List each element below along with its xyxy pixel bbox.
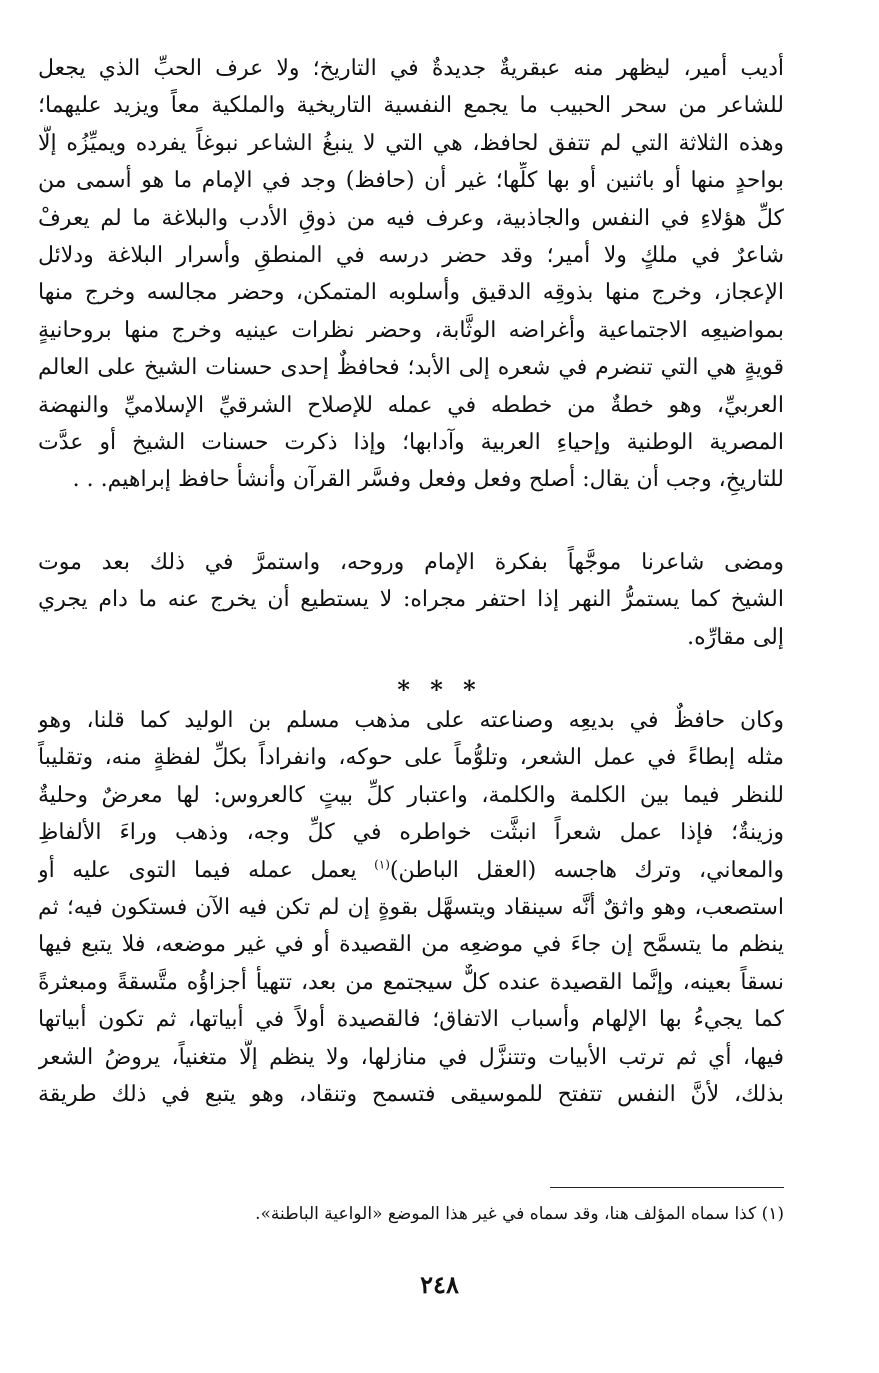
text-line: ينظم ما يتسمَّح إن جاءَ في موضعِه من القصيدة أو في غير موضعه، فلا يتبع فيها [38,932,784,958]
text-segment: والمعاني، وترك هاجسه (العقل الباطن) [389,857,784,883]
text-line: وكان حافظٌ في بديعِه وصناعته على مذهب مسلم بن الوليد كما قلنا، وهو [38,708,784,733]
text-line: بواحدٍ منها أو باثنين أو بها كلِّها؛ غير أن (حافظ) وجد في الإمام ما هو أسمى من [38,168,784,194]
text-line: إلى مقارِّه. [687,624,784,650]
text-line: بذلك، لأنَّ النفس تتفتح للموسيقى فتسمح وتنقاد، وهو يتبع في ذلك طريقة [38,1082,784,1108]
text-line: فيها، أي ثم ترتب الأبيات وتتنزَّل في منازلها، ولا ينظم إلَّا متغنياً، يروضُ الشعر [38,1044,784,1070]
text-line: للنظر فيما بين الكلمة والكلمة، واعتبار كلِّ بيتٍ كالعروس: لها معرضٌ وحليةٌ [38,782,784,808]
text-line: نسقاً بعينه، وإنَّما القصيدة عنده كلٌّ سيجتمع من بعد، تتهيأ أجزاؤُه متَّسقةً ومبعثرةً [38,969,784,995]
text-line: بمواضيعِه الاجتماعية وأغراضه الوثَّابة، وحضر نظرات عينيه وخرج منها بروحانيةٍ [38,317,784,343]
section-separator: * * * [397,675,482,704]
text-line: كما يجيءُ بها الإلهام وأسباب الاتفاق؛ فالقصيدة أولاً في أبياتها، ثم تكون أبياتها [38,1007,784,1033]
text-line: المصرية الوطنية وإحياءِ العربية وآدابها؛ وإذا ذكرت حسنات الشيخ أو عدَّت [38,430,784,456]
text-line: للشاعر من سحر الحبيب ما يجمع النفسية التاريخية والملكية معاً ويزيد عليهما؛ [38,93,784,119]
text-line: مثله إبطاءً في عمل الشعر، وتلوُّماً على حوكه، وانفراداً بكلِّ لفظةٍ منه، وتقليباً [38,745,784,771]
text-line: وهذه الثلاثة التي لم تتفق لحافظ، هي التي لا ينبغُ الشاعر نبوغاً يفرده ويميِّزُه إلَّا [38,130,784,156]
text-line: كلِّ هؤلاءِ في النفس والجاذبية، وعرف فيه من ذوقِ الأدب والبلاغة ما لم يعرفْ [38,205,784,231]
text-line: ومضى شاعرنا موجَّهاً بفكرة الإمام وروحه، واستمرَّ في ذلك بعد موت [38,550,784,575]
footnote-divider [550,1187,784,1188]
text-line: الشيخ كما يستمرُّ النهر إذا احتفر مجراه: لا يستطيع أن يخرج عنه ما دام يجري [38,587,784,613]
text-line: الإعجاز، وخرج منها بذوقِه الدقيق وأسلوبه المتمكن، وحضر مجالسه وخرج منها [38,280,784,306]
text-segment: يعمل عمله فيما التوى عليه أو [38,857,357,883]
text-line: للتاريخِ، وجب أن يقال: أصلح وفعل وفعل وفسَّر القرآن وأنشأ حافظ إبراهيم. . . [72,467,784,493]
paragraph-2 [38,544,784,656]
text-line-with-footnote [38,852,784,889]
text-line: قويةٍ هي التي تنضرم في شعره إلى الأبد؛ فحافظٌ إحدى حسنات الشيخ على العالم [38,355,784,381]
page-number: ٢٤٨ [420,1270,459,1299]
text-line: استصعب، وهو واثقٌ أنَّه سينقاد ويتسهَّل بقوةٍ إن لم تكن فيه الآن فستكون فيه؛ ثم [38,895,784,921]
text-line: شاعرٌ في ملكٍ ولا أمير؛ وقد حضر درسه في المنطقِ وأسرار البلاغة ودلائل [38,243,784,269]
text-line: وزينةٌ؛ فإذا عمل شعراً انبثَّت خواطره في كلِّ وجه، وذهب وراءَ الألفاظِ [38,820,784,846]
paragraph-1 [38,50,784,499]
text-line: العربيِّ، وهو خطةٌ من خططه في عمله للإصلاح الشرقيِّ الإسلاميِّ والنهضة [38,392,784,418]
footnote: (١) كذا سماه المؤلف هنا، وقد سماه في غير هذا الموضع «الواعية الباطنة». [255,1204,784,1224]
footnote-reference[interactable]: (١) [374,857,390,872]
paragraph-3 [38,702,784,1113]
text-line: أديب أمير، ليظهر منه عبقريةٌ جديدةٌ في التاريخ؛ ولا عرف الحبِّ الذي يجعل [38,56,784,81]
